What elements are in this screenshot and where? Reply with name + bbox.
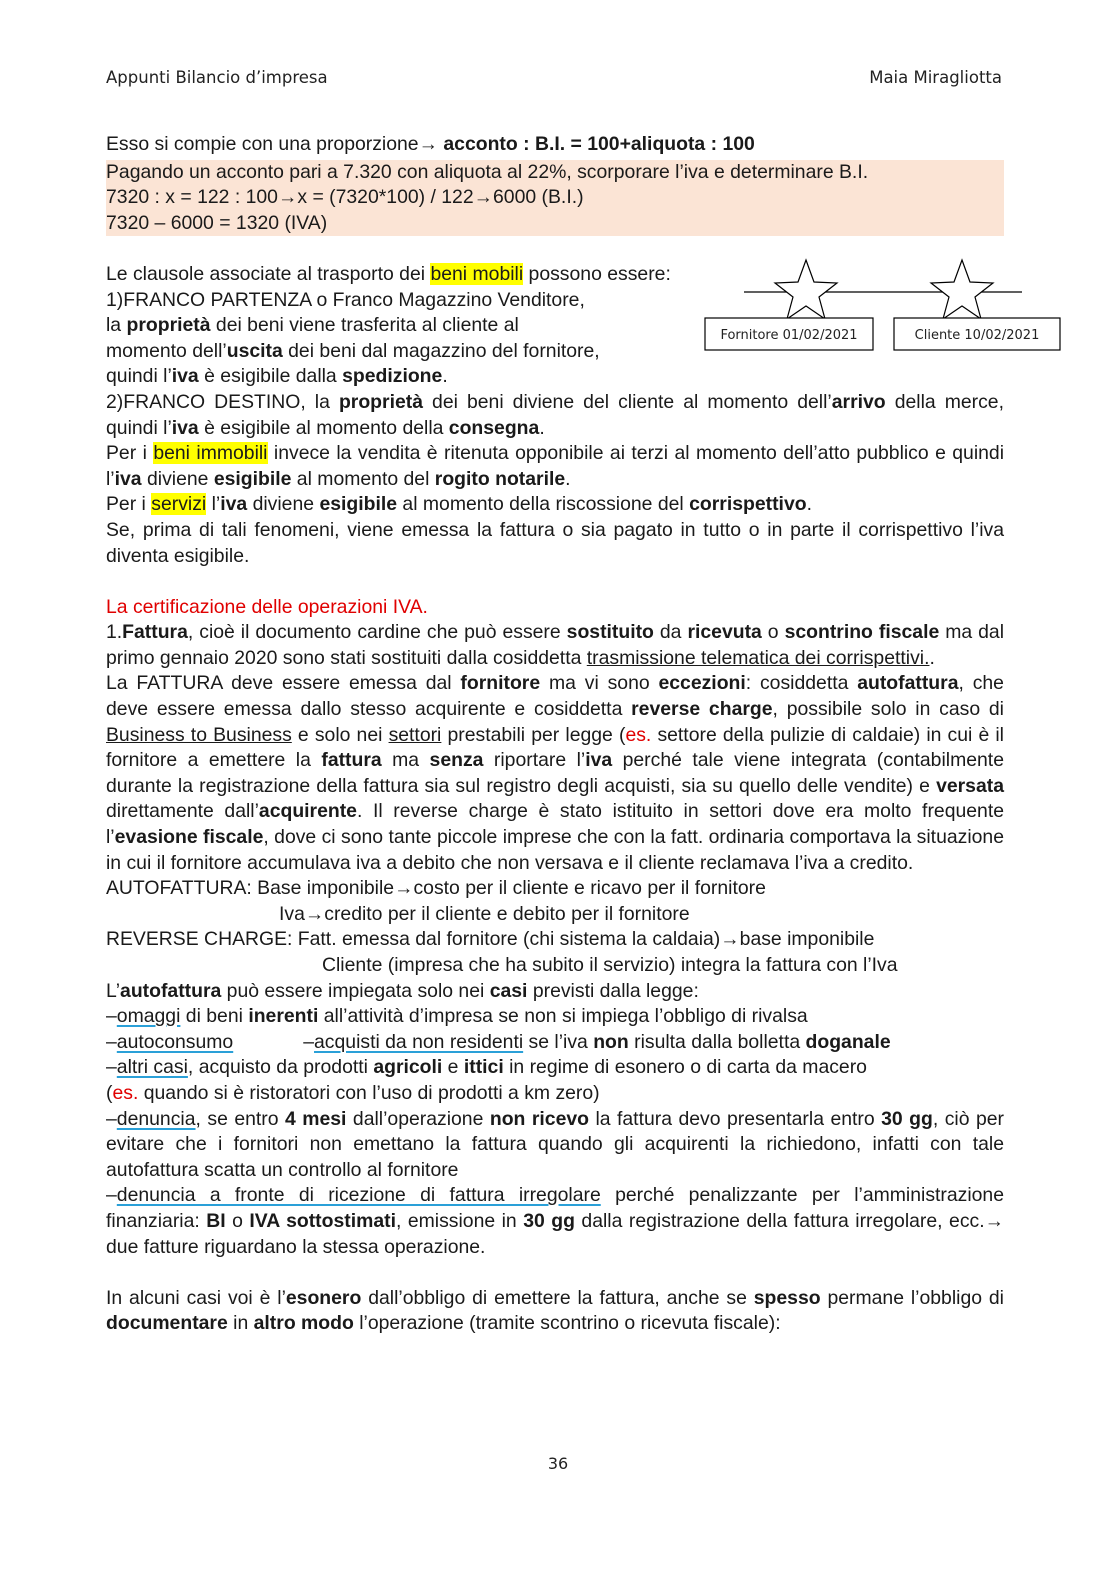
example-line-1: Pagando un acconto pari a 7.320 con aliquota al 22%, scorporare l’iva e determinare B.I. xyxy=(106,160,869,183)
list-item-esempio: (es. quando si è ristoratori con l’uso di prodotti a km zero) xyxy=(106,1081,600,1104)
iva-line: Iva→credito per il cliente e debito per il fornitore xyxy=(279,902,690,925)
example-line-3: 7320 – 6000 = 1320 (IVA) xyxy=(106,211,328,234)
arrow-icon: → xyxy=(304,902,325,925)
page-number: 36 xyxy=(547,1454,569,1473)
reverse-charge-line: REVERSE CHARGE: Fatt. emessa dal fornitore (chi sistema la caldaia)→base imponibile xyxy=(106,928,875,951)
servizi: Per i servizi l’iva diviene esigibile al momento della riscossione del corrispettivo. xyxy=(106,493,812,516)
list-item-omaggi: –omaggi di beni inerenti all’attività d’impresa se non si impiega l’obbligo di rivalsa xyxy=(106,1005,808,1028)
autofattura-casi: L’autofattura può essere impiegata solo nei casi previsti dalla legge: xyxy=(106,979,699,1002)
list-item-denuncia: –denuncia, se entro 4 mesi dall’operazione non ricevo la fattura devo presentarla entro 30 gg, ciò per evitare che i fornitori non emettano la fattura quando gli acquirenti la richiedono, infatti con tale autofattura scatta un controllo al fornitore xyxy=(106,1107,1004,1181)
arrow-icon: → xyxy=(394,877,414,900)
list-item-altri-casi: –altri casi, acquisto da prodotti agricoli e ittici in regime di esonero o di carta da macero xyxy=(106,1056,867,1079)
box-fornitore-label: Fornitore 01/02/2021 xyxy=(720,328,858,343)
section-heading: La certificazione delle operazioni IVA. xyxy=(106,595,428,618)
arrow-icon: → xyxy=(277,186,298,209)
arrow-icon: → xyxy=(984,1209,1004,1232)
fattura-paragraph: 1.Fattura, cioè il documento cardine che può essere sostituito da ricevuta o scontrino fiscale ma dal primo gennaio 2020 sono stati sostituiti dalla cosiddetta trasmissione telematica dei corrispettivi.. xyxy=(106,621,1005,669)
header-right: Maia Miragliotta xyxy=(869,68,1002,87)
franco-destino: 2)FRANCO DESTINO, la proprietà dei beni diviene del cliente al momento dell’arrivo della merce, quindi l’iva è esigibile al momento della consegna. xyxy=(106,390,1004,439)
autofattura-line: AUTOFATTURA: Base imponibile→costo per il cliente e ricavo per il fornitore xyxy=(106,877,766,900)
list-item-denuncia-irregolare: –denuncia a fronte di ricezione di fattura irregolare perché penalizzante per l’amministrazione finanziaria: BI o IVA sottostimati, emissione in 30 gg dalla registrazione della fattura irregolare, ecc.→ due fatture riguardano la stessa operazione. xyxy=(106,1184,1004,1258)
arrow-icon: → xyxy=(720,928,740,951)
example-line-2: 7320 : x = 122 : 100→x = (7320*100) / 122→6000 (B.I.) xyxy=(106,186,584,209)
beni-immobili: Per i beni immobili invece la vendita è ritenuta opponibile ai terzi al momento dell’atto pubblico e quindi l’iva diviene esigibile al momento del rogito notarile. xyxy=(106,442,1005,490)
box-cliente-label: Cliente 10/02/2021 xyxy=(914,328,1040,343)
fenomeni: Se, prima di tali fenomeni, viene emessa la fattura o sia pagato in tutto o in parte il corrispettivo l’iva diventa esigibile. xyxy=(106,518,1004,567)
fattura-eccezioni: La FATTURA deve essere emessa dal fornitore ma vi sono eccezioni: cosiddetta autofattura, che deve essere emessa dallo stesso acquirente e cosiddetta reverse charge, possibile solo in caso di Business to Business e solo nei settori prestabili per legge (es. settore della pulizie di caldaie) in cui è il fornitore a emettere la fattura ma senza riportare l’iva perché tale viene integrata (contabilmente durante la registrazione della fattura sia sul registro degli acquisti, sia su quello delle vendite) e versata direttamente dall’acquirente. Il reverse charge è stato istituito in settori dove era molto frequente l’evasione fiscale, dove ci sono tante piccole imprese che con la fatt. ordinaria comportava la situazione in cui il fornitore accumulava iva a debito che non versava e il cliente reclamava l’iva a credito. xyxy=(106,672,1004,874)
arrow-icon: → xyxy=(473,186,494,209)
cliente-line: Cliente (impresa che ha subito il servizio) integra la fattura con l’Iva xyxy=(322,954,898,976)
paragraph-proportion: Esso si compie con una proporzione→ acconto : B.I. = 100+aliquota : 100 xyxy=(106,133,755,155)
list-item-autoconsumo: –autoconsumo –acquisti da non residenti se l’iva non risulta dalla bolletta doganale xyxy=(106,1030,891,1053)
franco-partenza: 1)FRANCO PARTENZA o Franco Magazzino Venditore, xyxy=(106,288,585,311)
clausole-intro: Le clausole associate al trasporto dei beni mobili possono essere: xyxy=(106,262,671,285)
page-body: Esso si compie con una proporzione→ acconto : B.I. = 100+aliquota : 100 Pagando un acconto pari a 7.320 con aliquota al 22%, scorporare l’iva e determinare B.I. 7320 : x = 122 : 100→x = (7320*100) / 122→6000 (B.I.) 7320 – 6000 = 1320 (IVA) Le clausole associate al trasporto dei beni mobili possono essere: 1)FRANCO PARTENZA o Franco Magazzino Venditore, la proprietà dei beni viene trasferita al cliente al momento dell’uscita dei beni dal magazzino del fornitore, quindi l’iva è esigibile dalla spedizione. 2)FRANCO DESTINO, la proprietà dei beni diviene del cliente al momento dell’arrivo della merce, quindi l’iva è esigibile al momento della consegna. Per i beni immobili invece la vendita è ritenuta opponibile ai terzi al momento dell’atto pubblico e quindi l’iva diviene esigibile al momento del rogito notarile. Per i servizi l’iva diviene esigibile al momento della riscossione del corrispettivo. Se, prima di tali fenomeni, viene emessa la fattura o sia pagato in tutto o in parte il corrispettivo l’iva diventa esigibile. La certificazione delle operazioni IVA. 1.Fattura, cioè il documento cardine che può essere sostituito da ricevuta o scontrino fiscale ma dal primo gennaio 2020 sono stati sostituiti dalla cosiddetta trasmissione telematica dei corrispettivi.. La FATTURA deve essere emessa dal fornitore ma vi sono eccezioni: cosiddetta autofattura, che deve essere emessa dallo stesso acquirente e cosiddetta reverse charge, possibile solo in caso di Business to Business e solo nei settori prestabili per legge (es. settore della pulizie di caldaie) in cui è il fornitore a emettere la fattura ma senza riportare l’iva perché tale viene integrata (contabilmente durante la registrazione della fattura sia sul registro degli acquisti, sia su quello delle vendite) e versata direttamente dall’acquirente. Il reverse charge è stato istituito in settori dove era molto frequente l’evasione fiscale, dove ci sono tante piccole imprese che con la fatt. ordinaria comportava la situazione in cui il fornitore accumulava iva a debito che non versava e il cliente reclamava l’iva a credito. AUTOFATTURA: Base imponibile→costo per il cliente e ricavo per il fornitore Iva→credito per il cliente e debito per il fornitore REVERSE CHARGE: Fatt. emessa dal fornitore (chi sistema la caldaia)→base imponibile Cliente (impresa che ha subito il servizio) integra la fattura con l’Iva L’autofattura può essere impiegata solo nei casi previsti dalla legge: –omaggi di beni inerenti all’attività d’impresa se non si impiega l’obbligo di rivalsa –autoconsumo –acquisti da non residenti se l’iva non risulta dalla bolletta doganale –altri casi, acquisto da prodotti agricoli e ittici in regime di esonero o di carta da macero (es. quando si è ristoratori con l’uso di prodotti a km zero) –denuncia, se entro 4 mesi dall’operazione non ricevo la fattura devo presentarla entro 30 gg, ciò per evitare che i fornitori non emettano la fattura quando gli acquirenti la richiedono, infatti con tale autofattura scatta un controllo al fornitore –denuncia a fronte di ricezione di fattura irregolare perché penalizzante per l’amministrazione finanziaria: BI o IVA sottostimati, emissione in 30 gg dalla registrazione della fattura irregolare, ecc.→ due fatture riguardano la stessa operazione. In alcuni casi voi è l’esonero dall’obbligo di emettere la fattura, anche se spesso permane l’obbligo di documentare in altro modo l’operazione (tramite scontrino o ricevuta fiscale): xyxy=(106,132,1004,1337)
arrow-icon: → xyxy=(418,133,438,155)
example-box xyxy=(106,160,1004,237)
header-left: Appunti Bilancio d’impresa xyxy=(106,68,328,87)
esonero-paragraph: In alcuni casi voi è l’esonero dall’obbligo di emettere la fattura, anche se spesso permane l’obbligo di documentare in altro modo l’operazione (tramite scontrino o ricevuta fiscale): xyxy=(106,1286,1004,1335)
